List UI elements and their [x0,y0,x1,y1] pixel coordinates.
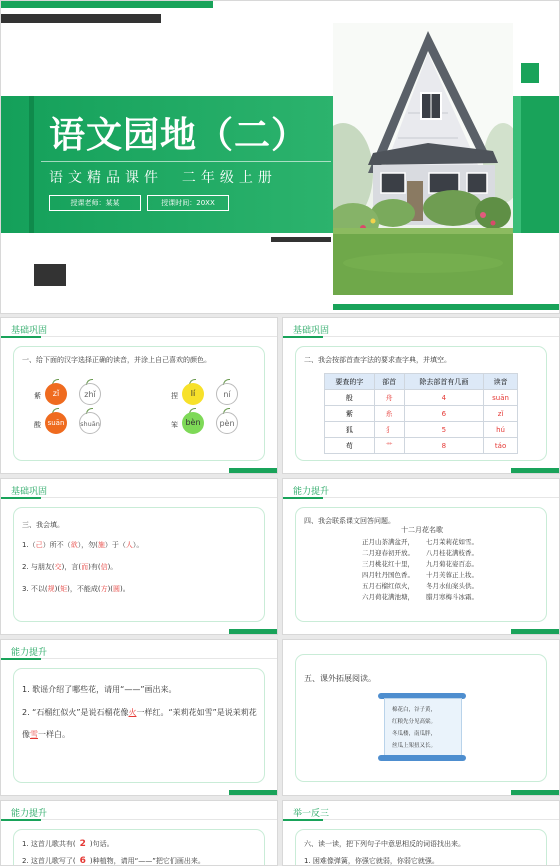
answer: 施 [97,541,105,549]
fill-line-1 [22,540,143,550]
slide-header: 基础巩固 [293,326,330,336]
pinyin-option[interactable]: pèn [216,412,238,434]
instruction: 五、课外拓展阅读。 [304,674,376,683]
top-bar-dark [1,14,161,23]
slide-header: 能力提升 [293,487,330,497]
title-band-edge [29,96,34,233]
poem-line: 十月芙蓉正上妆。 [426,571,478,579]
footer-accent [511,790,559,795]
poem-line: 八月桂花满枝香。 [426,549,478,557]
slide-practice[interactable] [282,800,560,866]
title-divider [41,161,331,162]
table-cell: hú [484,422,518,438]
answer: 交 [54,563,62,571]
answer: 己 [35,541,43,549]
table-row [325,438,518,454]
slide-header: 能力提升 [11,809,48,819]
text: 2. 与朋友( [22,563,55,571]
header-underline [283,819,559,820]
table-cell: 舟 [374,390,404,406]
text: 一样白。 [38,730,70,739]
table-row [325,422,518,438]
content-card [13,829,265,866]
slide-ability-1[interactable] [282,478,560,635]
char-label: 酸 [34,421,41,429]
footer-accent [511,629,559,634]
table-cell: táo [484,438,518,454]
table-cell: 犭 [374,422,404,438]
poem-line: 四月牡丹国色香。 [362,571,414,579]
header-underline [1,658,277,659]
poem-line: 五月石榴红似火， [362,582,414,590]
instruction: 四、我会联系课文回答问题。 [304,517,395,525]
cover-slide[interactable] [0,0,560,314]
table-cell: 8 [404,438,484,454]
header-underline [1,819,277,820]
scroll-line: 红粮先分见高粱。 [392,719,437,725]
top-bar-green [1,1,213,8]
dark-square [34,264,66,286]
slide-basic-3[interactable] [0,478,278,635]
slide-ability-4[interactable] [0,800,278,866]
table-cell: 般 [325,390,375,406]
pinyin-option[interactable]: ní [216,383,238,405]
text: )句话。 [89,840,114,848]
content-card [295,654,547,782]
house-photo [333,23,513,295]
header-accent [283,819,323,821]
column-header: 除去部首有几画 [404,374,484,390]
slide-header: 基础巩固 [11,326,48,336]
poem-line: 六月荷花满池塘， [362,593,414,601]
text: 2. 这首儿歌写了( [22,857,76,865]
table-cell: 紫 [325,406,375,422]
pinyin-option[interactable]: bèn [182,412,204,434]
char-label: 捏 [171,392,178,400]
header-accent [1,658,41,660]
text: )种植物，请用“——”把它们画出来。 [89,857,205,865]
question-2-cont [22,729,70,740]
table-header-row [325,374,518,390]
answer: 方 [100,585,108,593]
text: )( [107,585,114,593]
question-2 [22,856,205,866]
footer-accent [511,468,559,473]
text: ）于（ [104,541,126,549]
instruction: 二、我会按部首查字法的要求查字典，并填空。 [304,356,451,364]
house-photo-svg [333,23,513,295]
table-row [325,406,518,422]
text: )，不能成( [67,585,101,593]
instruction: 六、读一读，把下列句子中意思相反的词语找出来。 [304,840,465,848]
poem-line: 九月菊花姿百态。 [426,560,478,568]
slide-header: 举一反三 [293,809,330,819]
poem-line: 腊月寒梅斗冰霜。 [426,593,478,601]
scroll-line: 棉花白，谷子黄， [392,707,437,713]
text: 2. “石榴红似火”是说石榴花像 [22,708,129,717]
answer: 人 [125,541,133,549]
header-underline [1,336,277,337]
text: )，言( [61,563,82,571]
header-underline [283,336,559,337]
slide-header: 能力提升 [11,648,48,658]
column-header: 读音 [484,374,518,390]
header-underline [1,497,277,498]
table-cell: 5 [404,422,484,438]
answer: 6 [79,856,86,866]
table-cell: suān [484,390,518,406]
table-cell: 4 [404,390,484,406]
char-label: 紫 [34,392,41,400]
text: 1. 这首儿歌共有( [22,840,76,848]
footer-accent [229,468,277,473]
pinyin-option[interactable]: shuān [79,412,101,434]
right-green-bar [521,96,560,233]
pinyin-option[interactable]: suān [45,412,67,434]
content-card [13,346,265,461]
answer: 雪 [30,730,38,739]
answer: 而 [81,563,89,571]
answer: 火 [128,708,137,717]
right-green-square [521,63,539,83]
poem-title: 十二月花名歌 [401,526,443,534]
radical-table [324,373,518,454]
table-row [325,390,518,406]
text: 3. 不以( [22,585,48,593]
question-1: 1. 歌谣介绍了哪些花，请用“——”画出来。 [22,685,177,694]
bottom-bar-green [333,304,560,310]
footer-accent [229,790,277,795]
slide-ability-3[interactable] [282,639,560,796]
answer: 欲 [70,541,78,549]
header-accent [1,336,41,338]
scroll-line: 丝瓜上架扭又长。 [392,743,437,749]
content-card [295,346,547,461]
question-2 [22,707,257,718]
teacher-label: 授课老师：某某 [49,195,141,211]
scroll-paper [382,693,462,765]
text: )有( [88,563,101,571]
header-accent [283,336,323,338]
answer: 规 [47,585,55,593]
header-accent [1,819,41,821]
answer: 圆 [113,585,121,593]
content-card [13,507,265,622]
footer-accent [229,629,277,634]
instruction: 三、我会填。 [22,521,64,529]
poem-line: 三月桃花红十里， [362,560,414,568]
table-cell: 艹 [374,438,404,454]
scroll-line: 冬瓜楼，南瓜胖， [392,731,437,737]
slide-basic-2[interactable] [282,317,560,474]
fill-line-3 [22,584,130,594]
header-accent [1,497,41,499]
content-card [295,829,547,866]
pinyin-option[interactable]: zǐ [45,383,67,405]
text: ）。 [132,541,144,549]
text: )。 [120,585,130,593]
text: 像 [22,730,30,739]
instruction: 一、给下面的汉字选择正确的读音，并涂上自己喜欢的颜色。 [22,356,211,364]
pinyin-option[interactable]: lí [182,383,204,405]
table-cell: 狐 [325,422,375,438]
poem-line: 冬月水仙案头供。 [426,582,478,590]
poem-line: 正月山茶满盆开， [362,538,414,546]
text: ）所不（ [42,541,71,549]
table-cell: 糸 [374,406,404,422]
slide-header: 基础巩固 [11,487,48,497]
time-label: 授课时间：20XX [147,195,229,211]
column-header: 部首 [374,374,404,390]
cover-subtitle: 语文精品课件 二年级上册 [49,170,277,186]
pinyin-option[interactable]: zhǐ [79,383,101,405]
content-card [295,507,547,622]
text: 1.（ [22,541,36,549]
content-card [13,668,265,783]
question-1 [22,839,114,849]
text: )。 [107,563,118,571]
text: 一样红。“茉莉花如雪”是说茉莉花 [136,708,257,717]
table-cell: 苟 [325,438,375,454]
question-1: 1. 困难像弹簧，你强它就弱，你弱它就强。 [304,857,439,865]
text: ），勿( [77,541,98,549]
scroll-bottom-roll [378,755,466,761]
answer: 2 [79,839,86,849]
answer: 信 [100,563,108,571]
fill-line-2 [22,562,117,572]
answer: 矩 [60,585,68,593]
slide-basic-1[interactable] [0,317,278,474]
cover-title: 语文园地（二） [49,115,309,156]
header-underline [283,497,559,498]
dark-bar-mid [271,237,331,242]
table-cell: 6 [404,406,484,422]
column-header: 要查的字 [325,374,375,390]
header-accent [283,497,323,499]
char-label: 笨 [171,421,178,429]
table-cell: zǐ [484,406,518,422]
slide-ability-2[interactable] [0,639,278,796]
poem-line: 二月迎春初开放。 [362,549,414,557]
text: )( [54,585,61,593]
poem-line: 七月茉莉花如雪。 [426,538,478,546]
